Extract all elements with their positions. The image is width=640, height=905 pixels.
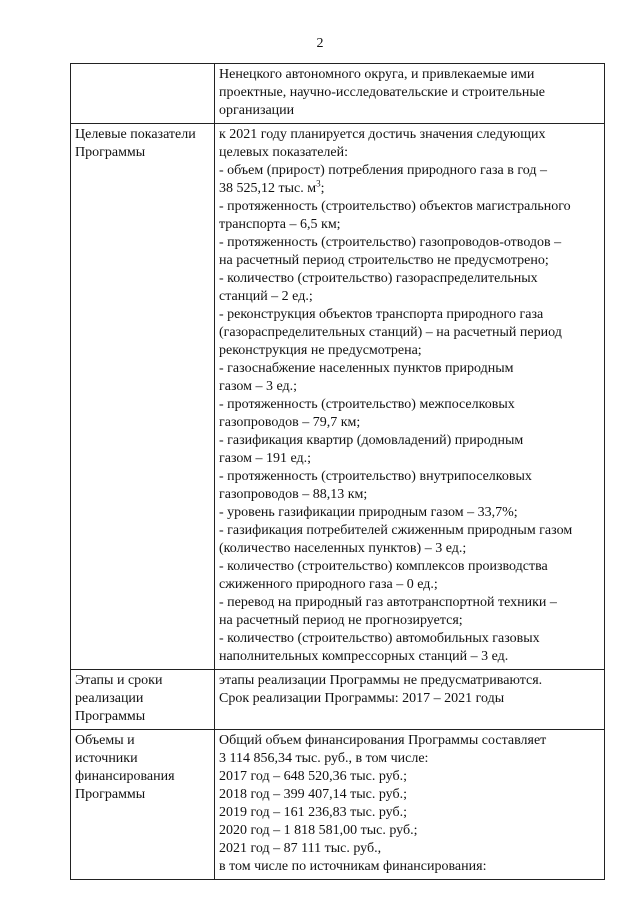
row-content-line: - газификация потребителей сжиженным природным газом — [219, 523, 573, 538]
row-label-cell — [71, 670, 215, 730]
row-content-line: - протяженность (строительство) внутрипоселковых — [219, 469, 532, 484]
row-content-line: 2021 год – 87 111 тыс. руб., — [219, 841, 382, 856]
row-content-line: наполнительных компрессорных станций – 3 ед. — [219, 649, 509, 664]
row-content-line: Ненецкого автономного округа, и привлекаемые ими — [219, 67, 535, 82]
row-label-line: Этапы и сроки — [75, 673, 163, 688]
row-content-line: 2019 год – 161 236,83 тыс. руб.; — [219, 805, 407, 820]
table-row — [71, 670, 605, 730]
table-body — [71, 64, 605, 880]
row-content-line: - количество (строительство) газораспределительных — [219, 271, 538, 286]
row-content-line: - реконструкция объектов транспорта природного газа — [219, 307, 544, 322]
row-content-line: - количество (строительство) автомобильных газовых — [219, 631, 540, 646]
row-content-line: на расчетный период строительство не предусмотрено; — [219, 253, 549, 268]
row-content-line: - объем (прирост) потребления природного газа в год – — [219, 163, 547, 178]
row-label-cell — [71, 124, 215, 670]
row-content-cell — [215, 670, 605, 730]
row-label-line: реализации — [75, 691, 144, 706]
row-content-line: в том числе по источникам финансирования: — [219, 859, 487, 874]
row-content-line: 3 114 856,34 тыс. руб., в том числе: — [219, 751, 429, 766]
row-content-line: 2017 год – 648 520,36 тыс. руб.; — [219, 769, 407, 784]
row-content-line: 2018 год – 399 407,14 тыс. руб.; — [219, 787, 407, 802]
row-label-cell — [71, 730, 215, 880]
row-label-line: Программы — [75, 709, 146, 724]
row-label-line: Программы — [75, 145, 146, 160]
row-content-line: организации — [219, 103, 295, 118]
row-content-line: - перевод на природный газ автотранспортной техники – — [219, 595, 557, 610]
row-label-cell — [71, 64, 215, 124]
row-content-line: (количество населенных пунктов) – 3 ед.; — [219, 541, 467, 556]
table-row — [71, 124, 605, 670]
row-content-line: реконструкция не предусмотрена; — [219, 343, 422, 358]
row-content-cell — [215, 64, 605, 124]
row-content-line: газопроводов – 79,7 км; — [219, 415, 361, 430]
row-content-line: транспорта – 6,5 км; — [219, 217, 341, 232]
row-label-line: Целевые показатели — [75, 127, 196, 142]
row-content-line: - количество (строительство) комплексов производства — [219, 559, 548, 574]
row-label-line: Объемы и — [75, 733, 135, 748]
row-content-line: сжиженного природного газа – 0 ед.; — [219, 577, 438, 592]
row-content-cell — [215, 124, 605, 670]
row-content-line: Срок реализации Программы: 2017 – 2021 годы — [219, 691, 505, 706]
row-content-line: - протяженность (строительство) объектов магистрального — [219, 199, 571, 214]
row-content-line: газопроводов – 88,13 км; — [219, 487, 368, 502]
row-content-line: этапы реализации Программы не предусматриваются. — [219, 673, 543, 688]
row-content-line: - газоснабжение населенных пунктов природным — [219, 361, 514, 376]
row-content-line: (газораспределительных станций) – на расчетный период — [219, 325, 562, 340]
table-row — [71, 730, 605, 880]
row-label-line: финансирования — [75, 769, 175, 784]
row-content-cell — [215, 730, 605, 880]
program-passport-table — [70, 63, 605, 880]
row-content-line: 2020 год – 1 818 581,00 тыс. руб.; — [219, 823, 418, 838]
row-content-line: 38 525,12 тыс. $м^3$; — [219, 178, 325, 196]
row-content-line: к 2021 году планируется достичь значения следующих — [219, 127, 546, 142]
table-row — [71, 64, 605, 124]
row-content-line: газом – 191 ед.; — [219, 451, 312, 466]
row-content-line: проектные, научно-исследовательские и строительные — [219, 85, 545, 100]
row-content-line: - протяженность (строительство) межпоселковых — [219, 397, 515, 412]
row-content-line: - уровень газификации природным газом – 33,7%; — [219, 505, 518, 520]
row-content-line: газом – 3 ед.; — [219, 379, 298, 394]
row-content-line: - газификация квартир (домовладений) природным — [219, 433, 524, 448]
row-content-line: целевых показателей: — [219, 145, 349, 160]
row-content-line: станций – 2 ед.; — [219, 289, 313, 304]
row-content-line: на расчетный период не прогнозируется; — [219, 613, 463, 628]
row-label-line: Программы — [75, 787, 146, 802]
row-label-line: источники — [75, 751, 138, 766]
page-number: 2 — [316, 36, 324, 51]
row-content-line: Общий объем финансирования Программы составляет — [219, 733, 547, 748]
row-content-line: - протяженность (строительство) газопроводов-отводов – — [219, 235, 562, 250]
